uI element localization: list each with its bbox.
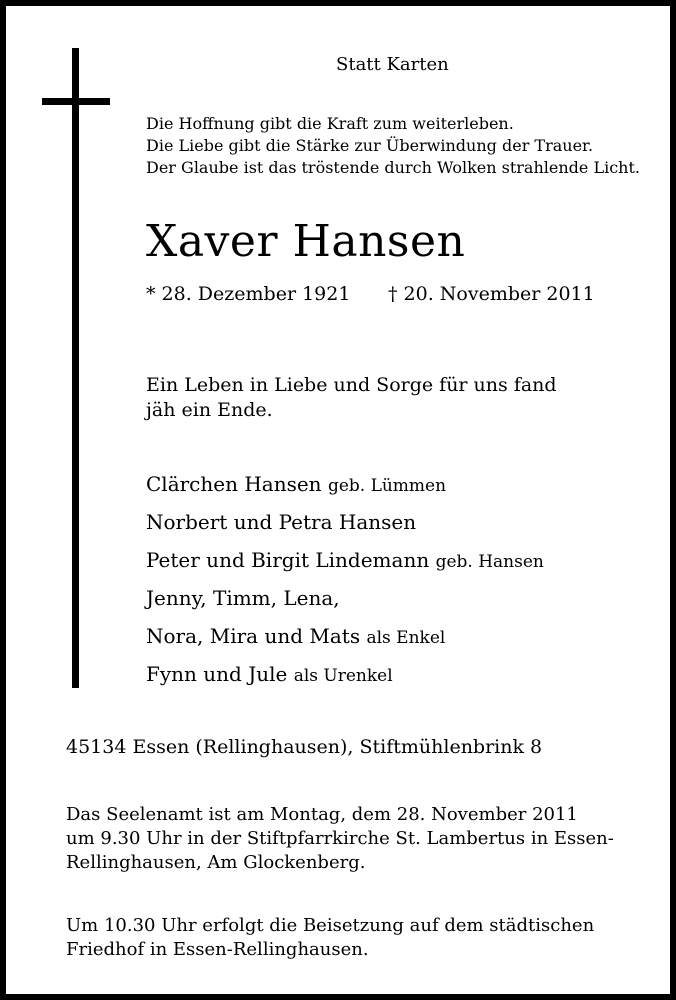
motto-line: Der Glaube ist das tröstende durch Wolken strahlende Licht. — [146, 158, 640, 177]
mourner-entry — [146, 656, 544, 694]
memorial-phrase: Ein Leben in Liebe und Sorge für uns fand jäh ein Ende. — [146, 374, 557, 421]
service-line: Rellinghausen, Am Glockenberg. — [66, 852, 366, 873]
service-details — [66, 803, 666, 875]
mourners-list — [146, 466, 544, 694]
cross-icon-vertical-bar — [72, 48, 79, 688]
burial-details — [66, 914, 666, 962]
deceased-name: Xaver Hansen — [146, 216, 466, 267]
mourner-name: Clärchen Hansen — [146, 472, 322, 496]
mourner-entry — [146, 618, 544, 656]
mourner-note: geb. Hansen — [435, 552, 544, 572]
mourner-name: Norbert und Petra Hansen — [146, 510, 417, 534]
mourner-name: Peter und Birgit Lindemann — [146, 548, 430, 572]
mourner-entry — [146, 504, 544, 542]
mourner-entry — [146, 542, 544, 580]
mourner-name: Jenny, Timm, Lena, — [146, 586, 340, 610]
mourner-note: geb. Lümmen — [327, 476, 447, 496]
mourner-name: Nora, Mira und Mats — [146, 624, 361, 648]
life-dates — [146, 283, 595, 305]
mourner-name: Fynn und Jule — [146, 662, 288, 686]
family-address: 45134 Essen (Rellinghausen), Stiftmühlenbrink 8 — [66, 736, 543, 758]
mourner-entry — [146, 580, 544, 618]
notice-header: Statt Karten — [336, 54, 449, 75]
burial-line: Friedhof in Essen-Rellinghausen. — [66, 939, 369, 960]
birth-date: * 28. Dezember 1921 — [146, 283, 351, 305]
service-line: Das Seelenamt ist am Montag, dem 28. November 2011 — [66, 804, 578, 825]
motto-line: Die Hoffnung gibt die Kraft zum weiterleben. — [146, 114, 514, 133]
motto-line: Die Liebe gibt die Stärke zur Überwindung der Trauer. — [146, 136, 594, 155]
mourner-entry — [146, 466, 544, 504]
service-line: um 9.30 Uhr in der Stiftpfarrkirche St. Lambertus in Essen- — [66, 828, 614, 849]
burial-line: Um 10.30 Uhr erfolgt die Beisetzung auf dem städtischen — [66, 915, 595, 936]
cross-icon-horizontal-bar — [42, 98, 110, 105]
mourner-note: als Enkel — [366, 628, 446, 648]
motto — [146, 113, 640, 179]
mourner-note: als Urenkel — [293, 666, 393, 686]
death-date: † 20. November 2011 — [388, 283, 595, 305]
